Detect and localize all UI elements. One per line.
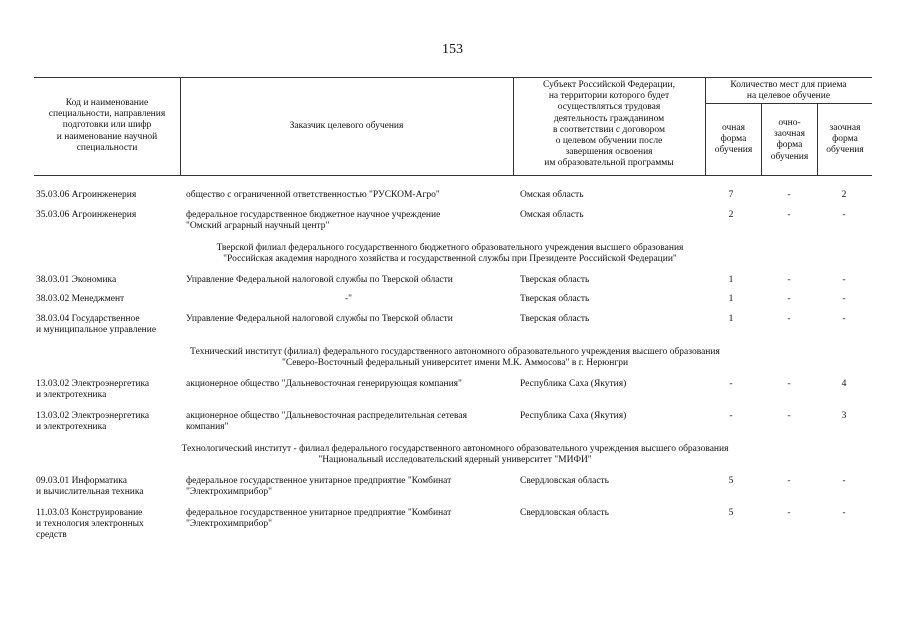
row-code: 09.03.01 Информатика и вычислительная техника xyxy=(36,476,144,498)
row-distance: - xyxy=(842,210,846,220)
row-customer: федеральное государственное унитарное предприятие "Комбинат "Электрохимприбор" xyxy=(186,476,452,498)
row-fulltime: 1 xyxy=(728,275,734,285)
header-region: Субъект Российской Федерации, на территории которого будет осуществляться трудовая деятельность гражданином в соответствии с договором о целевом обучении после завершения освоения им образовательной программы xyxy=(543,80,675,169)
row-region: Свердловская область xyxy=(520,508,610,518)
row-parttime: - xyxy=(787,275,791,285)
row-fulltime: 5 xyxy=(728,476,734,486)
section-title-tver: Тверской филиал федерального государственного бюджетного образовательного учреждения высшего образования "Российская академия народного хозяйства и государственной службы при Президенте Российской Федерации" xyxy=(216,243,684,265)
row-parttime: - xyxy=(787,411,791,421)
row-code: 35.03.06 Агроинженерия xyxy=(36,210,137,220)
row-fulltime: 1 xyxy=(728,314,734,324)
row-region: Республика Саха (Якутия) xyxy=(520,379,627,389)
section-title-neryungri: Технический институт (филиал) федерального государственного автономного образовательного учреждения высшего образования "Северо-Восточный федеральный университет имени М.К. Аммосова" в г. Нерюнгри xyxy=(190,347,720,369)
row-distance: - xyxy=(842,508,846,518)
row-distance: - xyxy=(842,476,846,486)
row-region: Тверская область xyxy=(520,275,590,285)
row-distance: - xyxy=(842,294,846,304)
header-customer: Заказчик целевого обучения xyxy=(289,121,404,131)
row-customer: Управление Федеральной налоговой службы по Тверской области xyxy=(186,275,453,285)
row-distance: 3 xyxy=(841,411,847,421)
row-customer: федеральное государственное унитарное предприятие "Комбинат "Электрохимприбор" xyxy=(186,508,452,530)
row-fulltime: 5 xyxy=(728,508,734,518)
header-divider-2 xyxy=(513,77,514,175)
row-code: 13.03.02 Электроэнергетика и электротехника xyxy=(36,379,150,401)
row-region: Свердловская область xyxy=(520,476,610,486)
header-distance: заочная форма обучения xyxy=(826,123,864,156)
row-fulltime: - xyxy=(729,379,733,389)
row-customer: -" xyxy=(344,294,353,304)
row-fulltime: - xyxy=(729,411,733,421)
row-fulltime: 7 xyxy=(728,190,734,200)
page-number: 153 xyxy=(442,42,463,57)
section-title-mifi: Технологический институт - филиал федерального государственного автономного образовательного учреждения высшего образования "Национальный исследовательский ядерный университет "МИФИ" xyxy=(181,444,729,466)
row-parttime: - xyxy=(787,314,791,324)
row-parttime: - xyxy=(787,190,791,200)
row-code: 35.03.06 Агроинженерия xyxy=(36,190,137,200)
header-places: Количество мест для приема на целевое обучение xyxy=(730,80,847,102)
row-customer: Управление Федеральной налоговой службы по Тверской области xyxy=(186,314,453,324)
row-parttime: - xyxy=(787,294,791,304)
row-parttime: - xyxy=(787,476,791,486)
row-fulltime: 1 xyxy=(728,294,734,304)
row-code: 38.03.02 Менеджмент xyxy=(36,294,125,304)
row-distance: - xyxy=(842,275,846,285)
row-region: Омская область xyxy=(520,210,584,220)
header-code: Код и наименование специальности, направления подготовки или шифр и наименование научной специальности xyxy=(48,98,166,153)
row-code: 13.03.02 Электроэнергетика и электротехника xyxy=(36,411,150,433)
header-fulltime: очная форма обучения xyxy=(714,123,753,156)
row-parttime: - xyxy=(787,210,791,220)
row-region: Омская область xyxy=(520,190,584,200)
row-customer: федеральное государственное бюджетное научное учреждение "Омский аграрный научный центр" xyxy=(186,210,441,232)
row-region: Тверская область xyxy=(520,314,590,324)
row-code: 38.03.04 Государственное и муниципальное управление xyxy=(36,314,157,336)
row-fulltime: 2 xyxy=(728,210,734,220)
row-region: Республика Саха (Якутия) xyxy=(520,411,627,421)
row-code: 38.03.01 Экономика xyxy=(36,275,117,285)
row-parttime: - xyxy=(787,508,791,518)
row-distance: 4 xyxy=(841,379,847,389)
places-subheader-rule xyxy=(705,103,872,104)
row-code: 11.03.03 Конструирование и технология электронных средств xyxy=(36,508,144,541)
header-parttime: очно- заочная форма обучения xyxy=(770,118,809,162)
row-distance: 2 xyxy=(841,190,847,200)
header-top-rule xyxy=(34,77,872,78)
row-customer: общество с ограниченной ответственностью "РУСКОМ-Агро" xyxy=(186,190,440,200)
row-customer: акционерное общество "Дальневосточная генерирующая компания" xyxy=(186,379,462,389)
row-customer: акционерное общество "Дальневосточная распределительная сетевая компания" xyxy=(186,411,467,433)
header-bottom-rule xyxy=(34,175,872,176)
row-distance: - xyxy=(842,314,846,324)
row-parttime: - xyxy=(787,379,791,389)
header-divider-1 xyxy=(180,77,181,175)
row-region: Тверская область xyxy=(520,294,590,304)
